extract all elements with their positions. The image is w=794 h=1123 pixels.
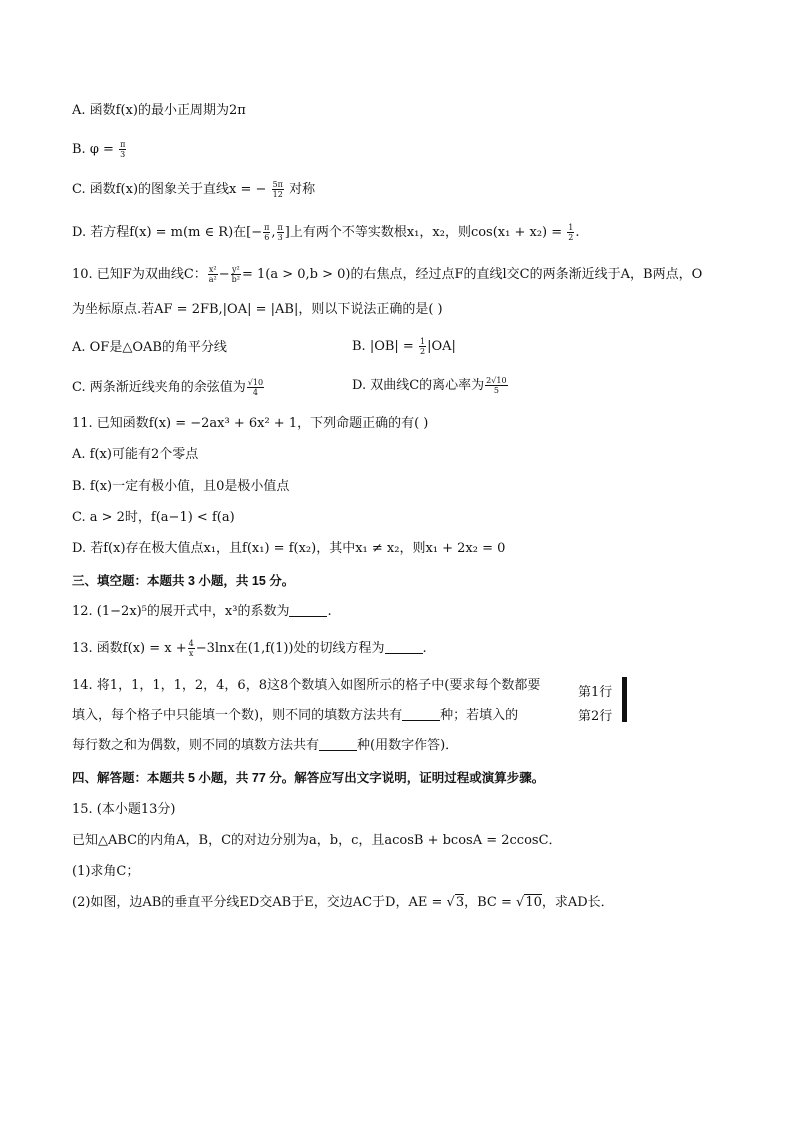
q10-option-a: A. OF是△OAB的角平分线 — [72, 340, 227, 355]
sqrt-expression: √10 — [516, 895, 542, 910]
q11-option-c: C. a > 2时，f(a−1) < f(a) — [72, 510, 235, 525]
q9-option-a: A. 函数f(x)的最小正周期为2π — [72, 103, 246, 118]
q15-header: 15. (本小题13分) — [72, 802, 176, 817]
fraction: $\frac{5\pi}{12}$ — [272, 180, 283, 199]
answer-blank — [289, 603, 327, 617]
q11-option-a: A. f(x)可能有2个零点 — [72, 447, 199, 462]
fraction: $\frac{\text{y²}}{\text{b²}}$ — [231, 265, 240, 284]
answer-blank — [402, 707, 440, 721]
fraction: $\frac{√10}{4}$ — [247, 378, 264, 397]
fraction: $\frac{\text{x²}}{\text{a²}}$ — [208, 265, 217, 284]
q12: 12. (1−2x)⁵的展开式中，x³的系数为 . — [72, 604, 332, 619]
number-grid — [622, 677, 627, 722]
q15-part1: (1)求角C； — [72, 864, 140, 879]
q10-option-c: C. 两条渐近线夹角的余弦值为 $\frac{√10}{4}$ — [72, 378, 264, 397]
fraction: $\frac{1}{2}$ — [419, 337, 426, 356]
q15-stem: 已知△ABC的内角A，B，C的对边分别为a，b，c，且acosB + bcosA = 2ccosC． — [72, 833, 562, 848]
grid-row — [623, 678, 627, 700]
grid-cell — [626, 700, 627, 722]
q9-option-c: C. 函数f(x)的图象关于直线x = − $\frac{5\pi}{12}$ 对称 — [72, 180, 316, 199]
fraction: $\frac{4}{x}$ — [188, 639, 194, 658]
q10-option-d: D. 双曲线C的离心率为 $\frac{2√10}{5}$ — [352, 376, 507, 395]
sqrt-expression: √3 — [446, 895, 465, 910]
q11-option-d: D. 若f(x)存在极大值点x₁，且f(x₁) = f(x₂)，其中x₁ ≠ x₂，则x₁ + 2x₂ = 0 — [72, 541, 506, 556]
q14-line3: 每行数之和为偶数，则不同的填数方法共有 种(用数字作答)． — [72, 738, 459, 753]
section-heading-solutions: 四、解答题：本题共 5 小题，共 77 分。解答应写出文字说明，证明过程或演算步骤。 — [72, 771, 545, 785]
fraction: $\frac{\pi}{3}$ — [120, 140, 126, 159]
q10-stem-line1: 10. 已知F为双曲线C： $\frac{\text{x²}}{\text{a²}}$ − $\frac{\text{y²}}{\text{b²}}$ = 1(a > 0,b > 0)的右焦点，经过点F的直线l交C的两条渐近线于A，B两点，O — [72, 265, 703, 284]
q10-stem-line2: 为坐标原点.若AF = 2FB,|OA| = |AB|，则以下说法正确的是( ) — [72, 302, 443, 317]
section-heading-fill-in: 三、填空题：本题共 3 小题，共 15 分。 — [72, 574, 295, 588]
fraction: $\frac{2√10}{5}$ — [486, 376, 507, 395]
fraction: $\frac{1}{2}$ — [568, 223, 574, 242]
q15-part2: (2)如图，边AB的垂直平分线ED交AB于E，交边AC于D，AE = √3，BC = √10，求AD长． — [72, 895, 614, 910]
q9-option-d: D. 若方程f(x) = m(m ∈ R)在[− $\frac{\pi}{6}$ , $\frac{\pi}{3}$ ]上有两个不等实数根x₁，x₂，则cos(x₁ + x₂) = $\frac{1}{2}$ . — [72, 223, 580, 242]
grid-cell — [626, 678, 627, 700]
answer-blank — [319, 737, 357, 751]
q11-stem: 11. 已知函数f(x) = −2ax³ + 6x² + 1，下列命题正确的有( ) — [72, 416, 429, 431]
grid-row2-label: 第2行 — [578, 709, 613, 724]
q14-line2: 填入，每个格子中只能填一个数)，则不同的填数方法共有 种；若填入的 — [72, 708, 519, 723]
q9-option-b: B. φ = $\frac{\pi}{3}$ — [72, 140, 126, 159]
q10-option-b: B. |OB| = $\frac{1}{2}$ |OA| — [352, 337, 456, 356]
q14-line1: 14. 将1，1，1，1，2，4，6，8这8个数填入如图所示的格子中(要求每个数都要 — [72, 678, 541, 693]
q11-option-b: B. f(x)一定有极小值，且0是极小值点 — [72, 479, 290, 494]
answer-blank — [385, 640, 423, 654]
grid-row — [623, 700, 627, 722]
grid-row1-label: 第1行 — [578, 685, 613, 700]
q13: 13. 函数f(x) = x + $\frac{4}{x}$ −3lnx在(1,f(1))处的切线方程为 . — [72, 639, 427, 658]
fraction: $\frac{\pi}{3}$ — [277, 223, 283, 242]
fraction: $\frac{\pi}{6}$ — [264, 223, 270, 242]
